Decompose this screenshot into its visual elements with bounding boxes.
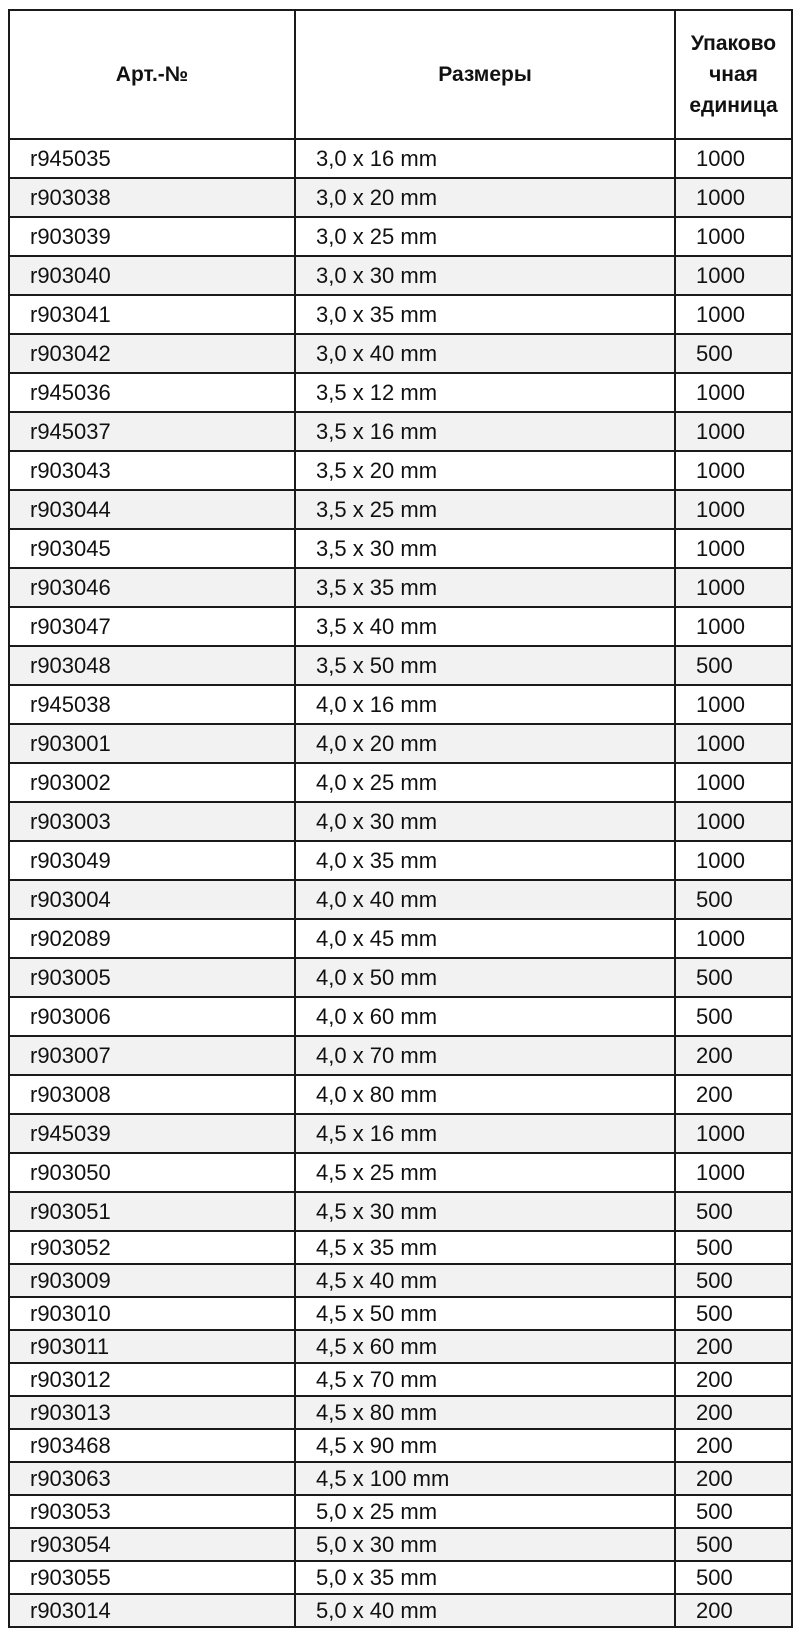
pack-unit-cell: 500 xyxy=(675,1264,792,1297)
size-cell: 5,0 x 25 mm xyxy=(295,1495,675,1528)
size-cell: 4,0 x 80 mm xyxy=(295,1075,675,1114)
article-cell: r903038 xyxy=(9,178,295,217)
size-cell: 5,0 x 40 mm xyxy=(295,1594,675,1627)
size-cell: 4,5 x 50 mm xyxy=(295,1297,675,1330)
pack-unit-cell: 1000 xyxy=(675,568,792,607)
pack-unit-cell: 1000 xyxy=(675,295,792,334)
pack-unit-cell: 1000 xyxy=(675,412,792,451)
table-row xyxy=(9,1192,792,1231)
article-cell: r903009 xyxy=(9,1264,295,1297)
table-row xyxy=(9,1231,792,1264)
article-cell: r945039 xyxy=(9,1114,295,1153)
article-cell: r903052 xyxy=(9,1231,295,1264)
size-cell: 5,0 x 30 mm xyxy=(295,1528,675,1561)
pack-unit-cell: 200 xyxy=(675,1075,792,1114)
pack-unit-cell: 200 xyxy=(675,1330,792,1363)
size-cell: 4,0 x 25 mm xyxy=(295,763,675,802)
size-cell: 3,5 x 35 mm xyxy=(295,568,675,607)
pack-unit-cell: 500 xyxy=(675,880,792,919)
table-row xyxy=(9,256,792,295)
table-row xyxy=(9,763,792,802)
size-cell: 4,0 x 35 mm xyxy=(295,841,675,880)
article-cell: r903007 xyxy=(9,1036,295,1075)
table-row xyxy=(9,1330,792,1363)
table-row xyxy=(9,529,792,568)
pack-unit-cell: 200 xyxy=(675,1429,792,1462)
size-cell: 4,5 x 25 mm xyxy=(295,1153,675,1192)
pack-unit-cell: 200 xyxy=(675,1462,792,1495)
pack-unit-cell: 1000 xyxy=(675,256,792,295)
header-row xyxy=(9,10,792,139)
table-row xyxy=(9,1594,792,1627)
article-cell: r902089 xyxy=(9,919,295,958)
article-cell: r903053 xyxy=(9,1495,295,1528)
size-cell: 4,0 x 30 mm xyxy=(295,802,675,841)
size-cell: 3,5 x 30 mm xyxy=(295,529,675,568)
table-row xyxy=(9,1561,792,1594)
size-cell: 3,0 x 25 mm xyxy=(295,217,675,256)
size-cell: 3,0 x 30 mm xyxy=(295,256,675,295)
table-row xyxy=(9,919,792,958)
article-cell: r903050 xyxy=(9,1153,295,1192)
pack-unit-cell: 1000 xyxy=(675,724,792,763)
table-row xyxy=(9,451,792,490)
size-cell: 4,0 x 20 mm xyxy=(295,724,675,763)
size-cell: 4,5 x 35 mm xyxy=(295,1231,675,1264)
table-body xyxy=(9,139,792,1627)
table-row xyxy=(9,841,792,880)
header-article: Арт.-№ xyxy=(9,10,295,139)
size-cell: 3,0 x 16 mm xyxy=(295,139,675,178)
pack-unit-cell: 1000 xyxy=(675,607,792,646)
article-cell: r903042 xyxy=(9,334,295,373)
size-cell: 4,5 x 40 mm xyxy=(295,1264,675,1297)
article-cell: r903008 xyxy=(9,1075,295,1114)
pack-unit-cell: 500 xyxy=(675,1528,792,1561)
pack-unit-cell: 200 xyxy=(675,1363,792,1396)
table-row xyxy=(9,568,792,607)
header-size: Размеры xyxy=(295,10,675,139)
article-cell: r903011 xyxy=(9,1330,295,1363)
article-cell: r903043 xyxy=(9,451,295,490)
pack-unit-cell: 500 xyxy=(675,1297,792,1330)
article-cell: r945037 xyxy=(9,412,295,451)
article-cell: r903003 xyxy=(9,802,295,841)
table-row xyxy=(9,1153,792,1192)
article-cell: r903013 xyxy=(9,1396,295,1429)
pack-unit-cell: 500 xyxy=(675,1495,792,1528)
table-row xyxy=(9,1429,792,1462)
table-row xyxy=(9,607,792,646)
size-cell: 4,0 x 40 mm xyxy=(295,880,675,919)
table-row xyxy=(9,295,792,334)
article-cell: r903040 xyxy=(9,256,295,295)
table-row xyxy=(9,178,792,217)
table-row xyxy=(9,1495,792,1528)
pack-unit-cell: 500 xyxy=(675,1192,792,1231)
pack-unit-cell: 1000 xyxy=(675,217,792,256)
table-row xyxy=(9,880,792,919)
table-row xyxy=(9,1036,792,1075)
size-cell: 4,0 x 16 mm xyxy=(295,685,675,724)
table-row xyxy=(9,412,792,451)
size-cell: 3,5 x 12 mm xyxy=(295,373,675,412)
size-cell: 4,0 x 70 mm xyxy=(295,1036,675,1075)
header-pack-unit-line1: Упаково xyxy=(690,32,777,55)
pack-unit-cell: 1000 xyxy=(675,685,792,724)
size-cell: 4,5 x 16 mm xyxy=(295,1114,675,1153)
table-header xyxy=(9,10,792,139)
pack-unit-cell: 200 xyxy=(675,1396,792,1429)
pack-unit-cell: 1000 xyxy=(675,451,792,490)
table-row xyxy=(9,139,792,178)
table-row xyxy=(9,724,792,763)
table-row xyxy=(9,1528,792,1561)
table-row xyxy=(9,1363,792,1396)
size-cell: 3,0 x 40 mm xyxy=(295,334,675,373)
article-cell: r903046 xyxy=(9,568,295,607)
pack-unit-cell: 1000 xyxy=(675,529,792,568)
pack-unit-cell: 1000 xyxy=(675,802,792,841)
article-cell: r945038 xyxy=(9,685,295,724)
size-cell: 4,5 x 80 mm xyxy=(295,1396,675,1429)
article-cell: r903047 xyxy=(9,607,295,646)
table-row xyxy=(9,1297,792,1330)
article-cell: r903006 xyxy=(9,997,295,1036)
table-row xyxy=(9,1396,792,1429)
article-cell: r903014 xyxy=(9,1594,295,1627)
article-cell: r903048 xyxy=(9,646,295,685)
article-cell: r903055 xyxy=(9,1561,295,1594)
size-cell: 4,0 x 60 mm xyxy=(295,997,675,1036)
size-cell: 3,5 x 25 mm xyxy=(295,490,675,529)
pack-unit-cell: 1000 xyxy=(675,139,792,178)
size-cell: 4,5 x 70 mm xyxy=(295,1363,675,1396)
article-cell: r903004 xyxy=(9,880,295,919)
article-cell: r903051 xyxy=(9,1192,295,1231)
size-cell: 3,0 x 35 mm xyxy=(295,295,675,334)
size-cell: 3,5 x 16 mm xyxy=(295,412,675,451)
size-cell: 3,5 x 50 mm xyxy=(295,646,675,685)
pack-unit-cell: 1000 xyxy=(675,373,792,412)
pack-unit-cell: 1000 xyxy=(675,178,792,217)
article-cell: r903001 xyxy=(9,724,295,763)
article-cell: r903002 xyxy=(9,763,295,802)
size-cell: 3,5 x 20 mm xyxy=(295,451,675,490)
size-cell: 4,5 x 100 mm xyxy=(295,1462,675,1495)
pack-unit-cell: 1000 xyxy=(675,1153,792,1192)
pack-unit-cell: 200 xyxy=(675,1594,792,1627)
article-cell: r903044 xyxy=(9,490,295,529)
size-cell: 4,5 x 60 mm xyxy=(295,1330,675,1363)
pack-unit-cell: 1000 xyxy=(675,763,792,802)
article-cell: r903012 xyxy=(9,1363,295,1396)
pack-unit-cell: 500 xyxy=(675,334,792,373)
table-row xyxy=(9,646,792,685)
article-cell: r903045 xyxy=(9,529,295,568)
pack-unit-cell: 1000 xyxy=(675,1114,792,1153)
pack-unit-cell: 200 xyxy=(675,1036,792,1075)
header-pack-unit-line2: чная xyxy=(709,63,758,86)
table-row xyxy=(9,802,792,841)
table-row xyxy=(9,373,792,412)
size-cell: 4,0 x 45 mm xyxy=(295,919,675,958)
article-cell: r903468 xyxy=(9,1429,295,1462)
table-row xyxy=(9,958,792,997)
size-cell: 3,5 x 40 mm xyxy=(295,607,675,646)
article-cell: r903041 xyxy=(9,295,295,334)
pack-unit-cell: 500 xyxy=(675,646,792,685)
table-row xyxy=(9,685,792,724)
table-row xyxy=(9,217,792,256)
article-cell: r945036 xyxy=(9,373,295,412)
article-cell: r945035 xyxy=(9,139,295,178)
pack-unit-cell: 1000 xyxy=(675,841,792,880)
size-cell: 4,5 x 30 mm xyxy=(295,1192,675,1231)
article-cell: r903063 xyxy=(9,1462,295,1495)
table-row xyxy=(9,1114,792,1153)
article-cell: r903039 xyxy=(9,217,295,256)
article-cell: r903010 xyxy=(9,1297,295,1330)
table-row xyxy=(9,1462,792,1495)
pack-unit-cell: 1000 xyxy=(675,919,792,958)
pack-unit-cell: 1000 xyxy=(675,490,792,529)
article-cell: r903049 xyxy=(9,841,295,880)
article-cell: r903054 xyxy=(9,1528,295,1561)
table-row xyxy=(9,334,792,373)
pack-unit-cell: 500 xyxy=(675,958,792,997)
pack-unit-cell: 500 xyxy=(675,1561,792,1594)
table-row xyxy=(9,1075,792,1114)
header-pack-unit xyxy=(675,10,792,139)
product-table xyxy=(8,9,793,1628)
pack-unit-cell: 500 xyxy=(675,1231,792,1264)
article-cell: r903005 xyxy=(9,958,295,997)
table-row xyxy=(9,1264,792,1297)
pack-unit-cell: 500 xyxy=(675,997,792,1036)
table-row xyxy=(9,490,792,529)
table-row xyxy=(9,997,792,1036)
size-cell: 4,5 x 90 mm xyxy=(295,1429,675,1462)
size-cell: 4,0 x 50 mm xyxy=(295,958,675,997)
size-cell: 3,0 x 20 mm xyxy=(295,178,675,217)
size-cell: 5,0 x 35 mm xyxy=(295,1561,675,1594)
header-pack-unit-line3: единица xyxy=(689,94,778,117)
